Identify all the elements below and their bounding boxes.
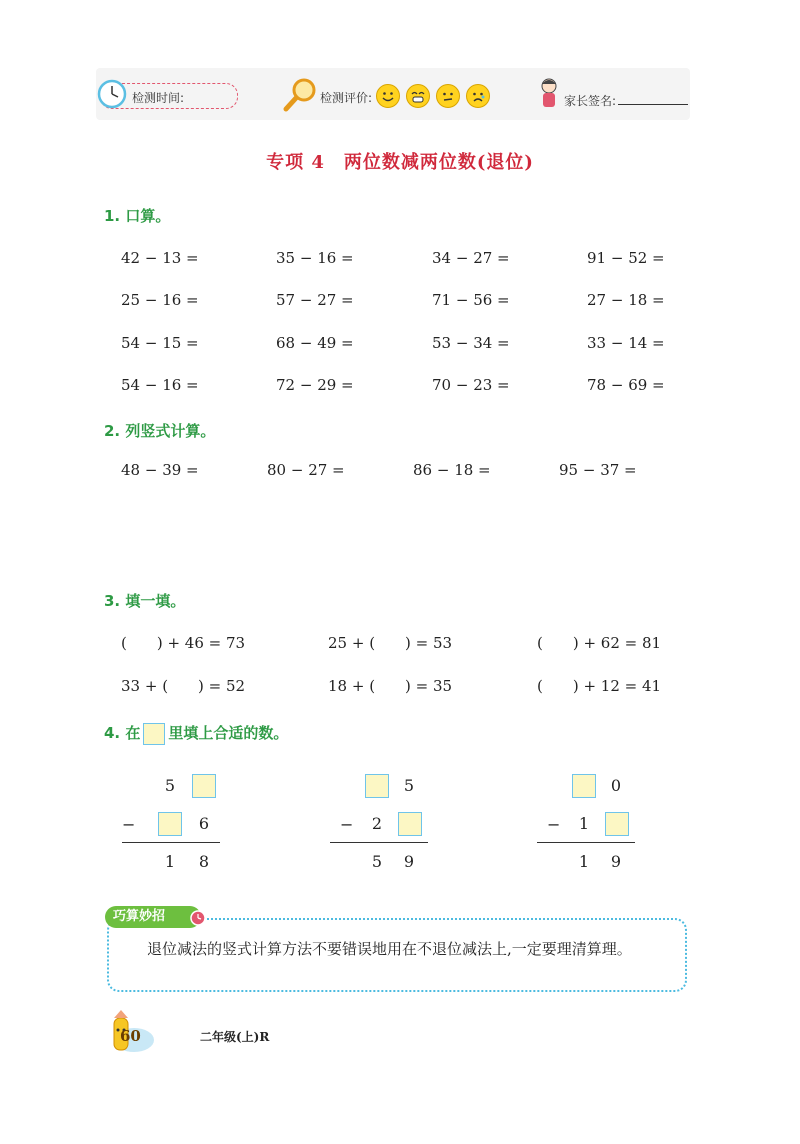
oral-problem: 25 − 16 = (121, 291, 199, 309)
top-digit: 5 (164, 776, 176, 795)
oral-problem: 27 − 18 = (587, 291, 665, 309)
bottom-digit: 6 (198, 814, 210, 833)
fill-blank-problem[interactable]: ( ) + 12 = 41 (537, 677, 662, 695)
oral-problem: 35 − 16 = (276, 249, 354, 267)
parent-avatar-icon (536, 76, 562, 110)
result-rule (330, 842, 428, 843)
bottom-digit: 1 (578, 814, 590, 833)
vertical-calc-problem: 80 − 27 = (267, 461, 345, 479)
answer-box[interactable] (572, 774, 596, 798)
result-rule (537, 842, 635, 843)
alarm-clock-icon (189, 908, 207, 926)
minus-sign: − (547, 815, 561, 834)
answer-box[interactable] (365, 774, 389, 798)
section-4-title-post: 里填上合适的数。 (168, 724, 289, 742)
result-digit: 8 (198, 852, 210, 871)
section-2-number: 2. (104, 422, 121, 440)
section-2-heading (104, 420, 215, 441)
section-4-number: 4. (104, 724, 121, 742)
section-1-number: 1. (104, 207, 121, 225)
oral-problem: 42 − 13 = (121, 249, 199, 267)
grade-label: 二年级(上)R (200, 1030, 270, 1044)
top-digit: 0 (610, 776, 622, 795)
oral-problem: 33 − 14 = (587, 334, 665, 352)
section-3-title: 填一填。 (125, 592, 186, 610)
oral-problem: 68 − 49 = (276, 334, 354, 352)
answer-box[interactable] (605, 812, 629, 836)
tip-label-text: 巧算妙招 (113, 909, 166, 924)
minus-sign: − (122, 815, 136, 834)
result-digit: 9 (610, 852, 622, 871)
eval-label: 检测评价: (320, 91, 373, 105)
oral-problem: 91 − 52 = (587, 249, 665, 267)
tip-label (105, 906, 201, 928)
smiling-face-icon[interactable] (376, 84, 400, 108)
oral-problem: 70 − 23 = (432, 376, 510, 394)
time-label: 检测时间: (132, 91, 185, 105)
vertical-calc-problem: 48 − 39 = (121, 461, 199, 479)
result-digit: 1 (578, 852, 590, 871)
section-2-title: 列竖式计算。 (125, 422, 216, 440)
result-digit: 1 (164, 852, 176, 871)
oral-problem: 71 − 56 = (432, 291, 510, 309)
fill-blank-problem[interactable]: 18 + ( ) = 35 (328, 677, 453, 695)
section-3-number: 3. (104, 592, 121, 610)
oral-problem: 53 − 34 = (432, 334, 510, 352)
answer-box-sample (143, 723, 165, 745)
vertical-calc-problem: 86 − 18 = (413, 461, 491, 479)
oral-problem: 72 − 29 = (276, 376, 354, 394)
grinning-face-icon[interactable] (406, 84, 430, 108)
answer-box[interactable] (398, 812, 422, 836)
oral-problem: 54 − 16 = (121, 376, 199, 394)
section-4-heading (104, 722, 288, 745)
answer-box[interactable] (192, 774, 216, 798)
page-number: 60 (120, 1027, 141, 1045)
signature-line[interactable] (618, 104, 688, 105)
section-4-title-pre: 在 (125, 724, 141, 742)
crying-face-icon[interactable] (466, 84, 490, 108)
section-1-heading (104, 205, 170, 226)
oral-problem: 54 − 15 = (121, 334, 199, 352)
page-title: 专项 4 两位数减两位数(退位) (266, 152, 534, 173)
fill-blank-problem[interactable]: 33 + ( ) = 52 (121, 677, 246, 695)
fill-blank-problem[interactable]: ( ) + 62 = 81 (537, 634, 662, 652)
result-digit: 9 (403, 852, 415, 871)
fill-blank-problem[interactable]: 25 + ( ) = 53 (328, 634, 453, 652)
fill-blank-problem[interactable]: ( ) + 46 = 73 (121, 634, 246, 652)
result-digit: 5 (371, 852, 383, 871)
result-rule (122, 842, 220, 843)
minus-sign: − (340, 815, 354, 834)
signature-label: 家长签名: (564, 94, 617, 108)
worried-face-icon[interactable] (436, 84, 460, 108)
vertical-calc-problem: 95 − 37 = (559, 461, 637, 479)
clock-icon (96, 78, 128, 110)
oral-problem: 78 − 69 = (587, 376, 665, 394)
section-3-heading (104, 590, 185, 611)
magnifier-icon (283, 76, 319, 112)
top-digit: 5 (403, 776, 415, 795)
oral-problem: 34 − 27 = (432, 249, 510, 267)
tip-text: 退位减法的竖式计算方法不要错误地用在不退位减法上,一定要理清算理。 (147, 940, 632, 958)
section-1-title: 口算。 (125, 207, 171, 225)
answer-box[interactable] (158, 812, 182, 836)
bottom-digit: 2 (371, 814, 383, 833)
oral-problem: 57 − 27 = (276, 291, 354, 309)
